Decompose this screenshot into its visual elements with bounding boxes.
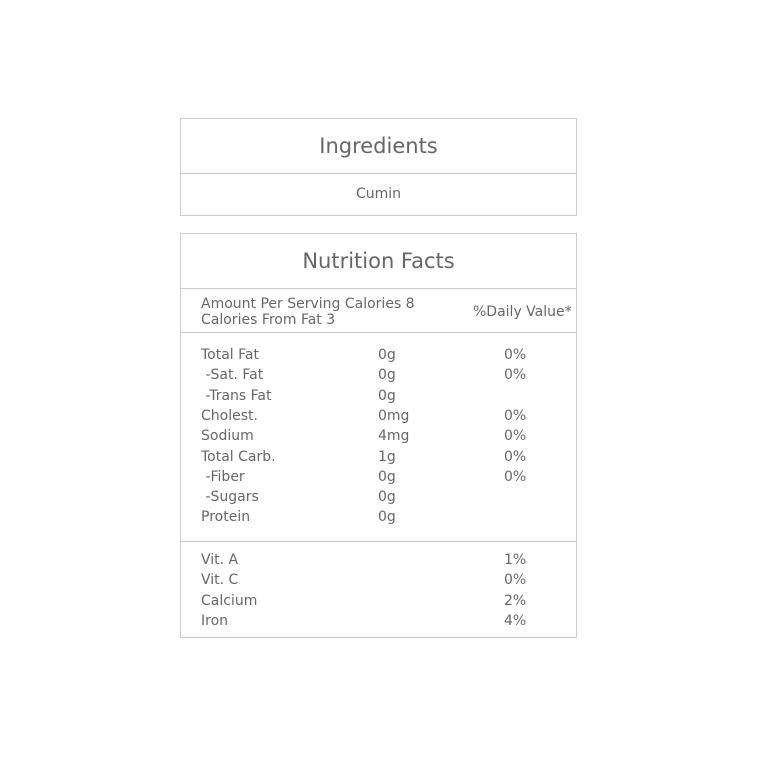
nutrient-daily-percent: 4% (504, 613, 527, 629)
ingredients-list: Cumin (355, 186, 402, 202)
vitamin-row (181, 591, 576, 611)
nutrient-amount: 0g (378, 509, 396, 525)
vitamin-row (181, 550, 576, 570)
nutrient-row (181, 487, 576, 507)
nutrient-name: -Trans Fat (201, 388, 272, 404)
nutrient-row (181, 365, 576, 385)
nutrient-name: -Fiber (201, 469, 245, 485)
nutrient-daily-percent: 1% (504, 552, 527, 568)
nutrient-name: -Sat. Fat (201, 367, 264, 383)
nutrient-name: Cholest. (201, 408, 258, 424)
nutrient-daily-percent: 0% (504, 428, 527, 444)
nutrient-amount: 0mg (378, 408, 410, 424)
serving-calories-from-fat: Calories From Fat 3 (201, 312, 336, 328)
nutrient-daily-percent: 2% (504, 593, 527, 609)
nutrient-name: Calcium (201, 593, 258, 609)
nutrient-daily-percent: 0% (504, 572, 527, 588)
serving-calories: Amount Per Serving Calories 8 (201, 296, 415, 312)
ingredients-title: Ingredients (181, 119, 576, 174)
nutrient-name: -Sugars (201, 489, 259, 505)
serving-divider (181, 332, 576, 333)
nutrient-amount: 0g (378, 489, 396, 505)
nutrient-daily-percent: 0% (504, 469, 527, 485)
nutrient-amount: 0g (378, 388, 396, 404)
nutrient-amount: 0g (378, 469, 396, 485)
vitamin-row (181, 570, 576, 590)
nutrient-amount: 0g (378, 347, 396, 363)
nutrient-name: Vit. C (201, 572, 239, 588)
nutrition-facts-title: Nutrition Facts (181, 234, 576, 289)
vitamin-row (181, 611, 576, 631)
nutrient-name: Vit. A (201, 552, 239, 568)
nutrient-row (181, 406, 576, 426)
nutrient-daily-percent: 0% (504, 347, 527, 363)
nutrient-row (181, 467, 576, 487)
nutrient-row (181, 426, 576, 446)
nutrient-amount: 1g (378, 449, 396, 465)
nutrient-amount: 4mg (378, 428, 410, 444)
daily-value-header: %Daily Value* (473, 304, 572, 320)
nutrient-daily-percent: 0% (504, 449, 527, 465)
nutrient-amount: 0g (378, 367, 396, 383)
ingredients-panel (180, 118, 577, 216)
nutrient-daily-percent: 0% (504, 367, 527, 383)
nutrient-name: Total Fat (201, 347, 259, 363)
nutrient-name: Total Carb. (201, 449, 276, 465)
nutrient-name: Sodium (201, 428, 254, 444)
nutrient-name: Protein (201, 509, 251, 525)
nutrient-row (181, 345, 576, 365)
nutrient-daily-percent: 0% (504, 408, 527, 424)
vitamins-divider (181, 541, 576, 542)
nutrient-name: Iron (201, 613, 229, 629)
nutrient-row (181, 386, 576, 406)
nutrient-row (181, 507, 576, 527)
nutrient-row (181, 447, 576, 467)
